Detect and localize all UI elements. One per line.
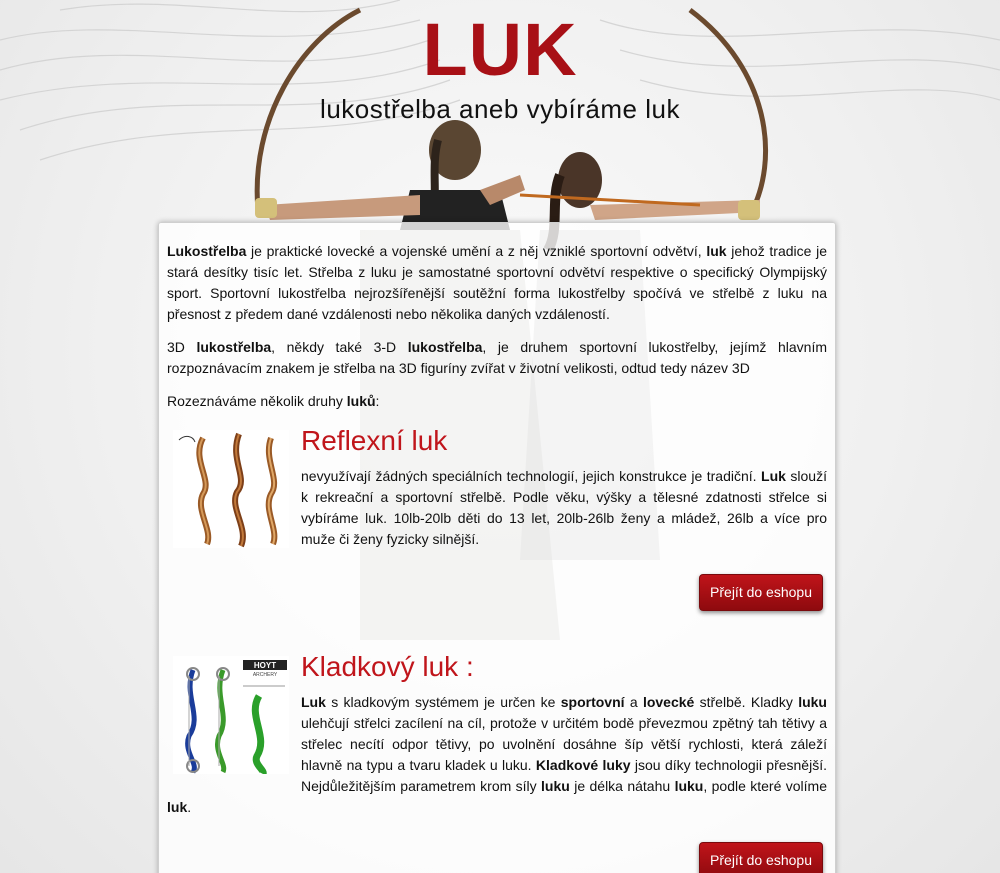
bold-term: lovecké bbox=[642, 694, 695, 710]
button-row bbox=[167, 562, 827, 611]
hoyt-brand-label: HOYT bbox=[253, 661, 277, 670]
bold-term: sportovní bbox=[560, 694, 625, 710]
bold-term: luk bbox=[167, 799, 188, 815]
hoyt-brand-sublabel: ARCHERY bbox=[252, 672, 278, 678]
paragraph-text: . bbox=[187, 799, 192, 815]
paragraph-text: jsou díky technologii přesnější. Nejdůležitějším parametrem krom síly bbox=[301, 757, 827, 794]
paragraph-text: : bbox=[375, 393, 380, 409]
bold-term: luku bbox=[674, 778, 704, 794]
paragraph-text: jehož tradice je stará desítky tisíc let. Střelba z luku je samostatné sportovní odvětví respektive o specifický Olympijský sport. Sportovní lukostřelba nejrozšířenější soutěžní forma lukostřelby spočívá ve střelbě z luku na přesnost z předem dané vzdálenosti nebo několika daných vzdáleností. bbox=[167, 243, 827, 322]
paragraph-text: je délka nátahu bbox=[569, 778, 675, 794]
paragraph-text: slouží k rekreační a sportovní střelbě. Podle věku, výšky a tělesné zdatnosti střelce si vybíráme luk. 10lb-20lb děti do 13 let, 20lb-26lb ženy a mládež, 26lb a více pro muže či ženy fyzicky silnější. bbox=[301, 468, 827, 547]
intro-paragraph-3 bbox=[167, 391, 827, 412]
bold-term: lukostřelba bbox=[407, 339, 483, 355]
paragraph-text: Rozeznáváme několik druhy bbox=[167, 393, 347, 409]
product-reflex-bow bbox=[167, 424, 827, 624]
product-title-reflex: Reflexní luk bbox=[301, 425, 448, 456]
product-title-compound: Kladkový luk : bbox=[301, 651, 474, 682]
paragraph-text: střelbě. Kladky bbox=[694, 694, 799, 710]
paragraph-text: nevyužívají žádných speciálních technologií, jejich konstrukce je tradiční. bbox=[301, 468, 762, 484]
paragraph-text: , podle které volíme bbox=[703, 778, 828, 794]
paragraph-text: a bbox=[624, 694, 643, 710]
bold-term: lukostřelba bbox=[196, 339, 272, 355]
bold-term: luku bbox=[541, 778, 570, 794]
eshop-button-reflex[interactable]: Přejít do eshopu bbox=[699, 574, 823, 611]
bold-term: Kladkové luky bbox=[535, 757, 631, 773]
eshop-button-compound[interactable]: Přejít do eshopu bbox=[699, 842, 823, 873]
bold-term: luk bbox=[706, 243, 727, 259]
paragraph-text: s kladkovým systémem je určen ke bbox=[325, 694, 561, 710]
bold-term: luku bbox=[798, 694, 827, 710]
bold-term: Lukostřelba bbox=[167, 243, 247, 259]
paragraph-text: , někdy také 3-D bbox=[271, 339, 408, 355]
site-title: LUK bbox=[422, 8, 578, 91]
bold-term: Luk bbox=[301, 694, 326, 710]
bold-term: luků bbox=[346, 393, 376, 409]
compound-bow-image bbox=[173, 656, 289, 774]
intro-paragraph-2 bbox=[167, 337, 827, 379]
site-subtitle: lukostřelba aneb vybíráme luk bbox=[320, 94, 680, 124]
main-content-panel bbox=[158, 222, 836, 873]
product-compound-bow bbox=[167, 650, 827, 873]
paragraph-text: , je druhem sportovní lukostřelby, jejímž hlavním rozpoznávacím znakem je střelba na 3D figuríny zvířat v životní velikosti, odtud tedy název 3D bbox=[167, 339, 828, 376]
paragraph-text: 3D bbox=[167, 339, 197, 355]
bold-term: Luk bbox=[761, 468, 786, 484]
paragraph-text: ulehčují střelci zacílení na cíl, protože v určitém bodě převezmou zpětný tah tětivy a střelec necítí odpor tětivy, po uvolnění dosáhne šíp větší rychlosti, která záleží hlavně na typu a tvaru kladek u luku. bbox=[301, 715, 827, 773]
button-row bbox=[167, 830, 827, 873]
paragraph-text: je praktické lovecké a vojenské umění a z něj vzniklé sportovní odvětví, bbox=[246, 243, 707, 259]
intro-paragraph-1 bbox=[167, 241, 827, 325]
recurve-bow-image bbox=[173, 430, 289, 548]
